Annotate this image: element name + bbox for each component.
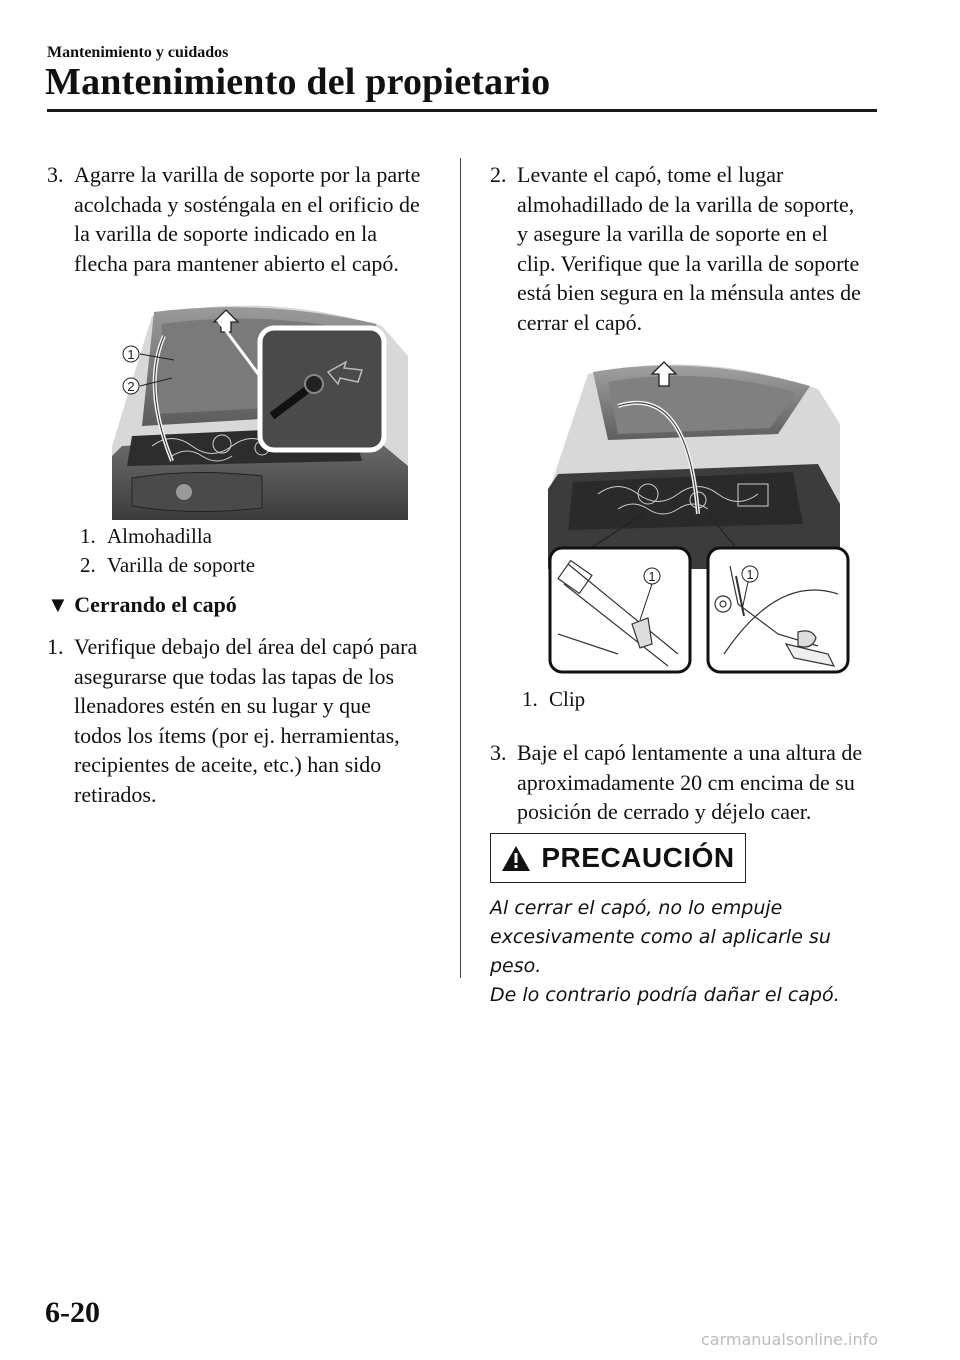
step-line: posición de cerrado y déjelo caer. xyxy=(517,799,812,824)
caption-number: 1. xyxy=(522,687,538,711)
subheading xyxy=(47,592,237,618)
caution-label: PRECAUCIÓN xyxy=(541,842,735,873)
step-3-closing xyxy=(490,738,890,827)
caption-text: Varilla de soporte xyxy=(107,553,256,577)
caption-number: 1. xyxy=(80,524,96,548)
callout-1: 1 xyxy=(648,569,656,584)
caution-line: excesivamente como al aplicarle su peso. xyxy=(490,926,831,977)
section-label: Mantenimiento y cuidados xyxy=(47,44,229,61)
warning-triangle-icon xyxy=(501,845,531,872)
caution-text xyxy=(490,894,880,1010)
step-line: Levante el capó, tome el lugar xyxy=(517,162,784,187)
step-line: llenadores estén en su lugar y que xyxy=(74,693,371,718)
step-line: clip. Verifique que la varilla de soporte xyxy=(517,250,860,276)
step-line: flecha para mantener abierto el capó. xyxy=(74,250,399,276)
step-line: almohadillado de la varilla de soporte, xyxy=(517,191,855,217)
step-number: 2. xyxy=(490,162,507,187)
column-divider xyxy=(460,158,461,978)
subheading-text: Cerrando el capó xyxy=(74,592,237,617)
step-number: 1. xyxy=(47,634,64,659)
caution-line: De lo contrario podría dañar el capó. xyxy=(490,984,840,1006)
caption-text: Almohadilla xyxy=(107,524,212,548)
figure-caption-2 xyxy=(80,551,255,580)
callout-1-right: 1 xyxy=(746,567,754,582)
step-line: Verifique debajo del área del capó para xyxy=(74,634,418,659)
triangle-marker-icon: ▼ xyxy=(47,592,69,617)
step-line: acolchada y sosténgala en el orificio de xyxy=(74,191,420,217)
step-line: y asegure la varilla de soporte en el xyxy=(517,221,828,246)
callout-1: 1 xyxy=(127,347,135,362)
step-number: 3. xyxy=(490,740,507,765)
step-line: todos los ítems (por ej. herramientas, xyxy=(74,722,400,748)
step-line: aproximadamente 20 cm encima de su xyxy=(517,769,855,795)
figure-caption-1 xyxy=(80,522,212,551)
step-line: cerrar el capó. xyxy=(517,309,643,335)
step-line: está bien segura en la ménsula antes de xyxy=(517,280,861,305)
step-3-open xyxy=(47,160,447,278)
caption-text: Clip xyxy=(549,687,586,711)
step-number: 3. xyxy=(47,162,64,187)
page-number: 6-20 xyxy=(45,1296,100,1329)
step-line: Agarre la varilla de soporte por la parte xyxy=(74,162,421,187)
step-line: la varilla de soporte indicado en la xyxy=(74,221,377,246)
step-2-closing xyxy=(490,160,890,337)
figure-caption-clip xyxy=(522,685,585,714)
page-title: Mantenimiento del propietario xyxy=(45,61,551,103)
hood-clip-illustration xyxy=(548,354,852,674)
callout-2: 2 xyxy=(127,379,135,394)
caution-line: Al cerrar el capó, no lo empuje xyxy=(490,897,783,919)
caution-box xyxy=(490,833,746,883)
step-line: retirados. xyxy=(74,781,157,807)
watermark: carmanualsonline.info xyxy=(701,1330,879,1349)
caption-number: 2. xyxy=(80,553,96,577)
step-line: asegurarse que todas las tapas de los xyxy=(74,663,395,689)
hood-prop-rod-illustration xyxy=(112,296,408,520)
step-line: recipientes de aceite, etc.) han sido xyxy=(74,752,382,777)
header-rule xyxy=(47,109,877,112)
step-1-closing xyxy=(47,632,447,809)
step-line: Baje el capó lentamente a una altura de xyxy=(517,740,863,765)
